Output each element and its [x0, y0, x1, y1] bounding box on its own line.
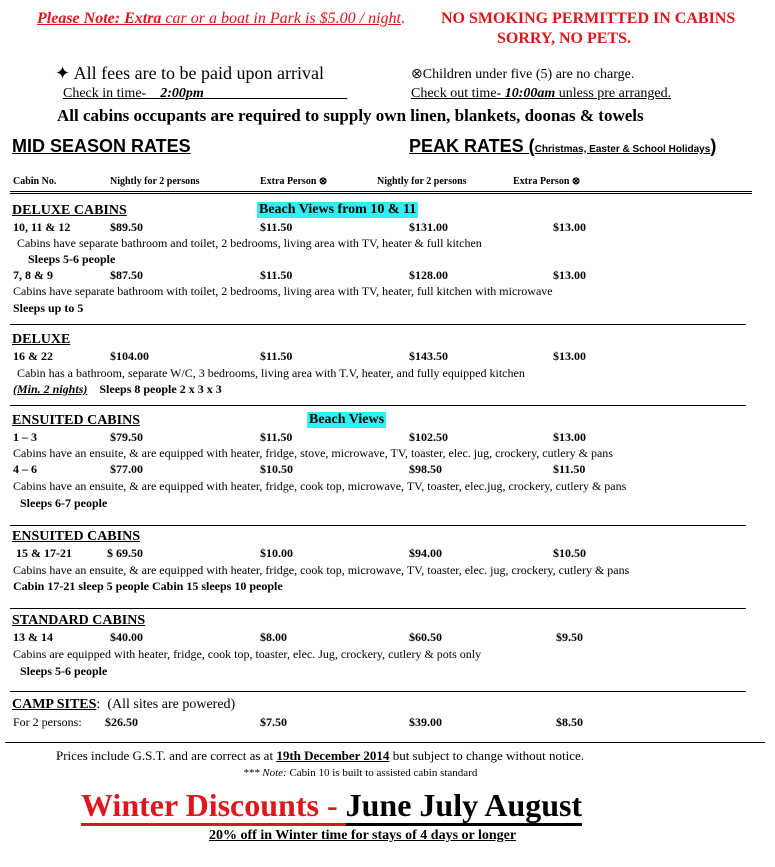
cabin-description: Cabins have an ensuite, & are equipped with heater, fridge, cook top, microwave, TV, toaster, elec. jug, crockery, cutlery & pans: [13, 563, 630, 577]
rate-mid: $104.00: [110, 349, 149, 363]
children-note: [411, 66, 634, 83]
cabin-description: Cabins have separate bathroom and toilet, 2 bedrooms, living area with TV, heater & full kitchen: [17, 236, 482, 250]
cabin-description: Cabins are equipped with heater, fridge, cook top, toaster, elec. Jug, crockery, cutlery & pots only: [13, 647, 482, 661]
checkin-time: [63, 86, 347, 102]
note-label: *** Note:: [243, 767, 287, 779]
extra-peak: $11.50: [553, 462, 586, 476]
cabin-description: Cabins have an ensuite, & are equipped with heater, fridge, cook top, microwave, TV, toaster, elec.jug, crockery, cutlery & pans: [13, 479, 627, 493]
cabin-no: 4 – 6: [13, 462, 37, 476]
section-divider: [10, 405, 746, 406]
rate-mid: $26.50: [105, 715, 138, 729]
col-nightly-mid: Nightly for 2 persons: [110, 176, 200, 187]
sleeps-note: Sleeps 6-7 people: [20, 496, 108, 510]
peak-close: ): [710, 136, 717, 156]
extra-mid: $8.00: [260, 630, 287, 644]
prices-a: Prices include G.S.T. and are correct as at: [56, 748, 277, 763]
notice-no-smoking: NO SMOKING PERMITTED IN CABINS: [441, 10, 736, 27]
col-extra-peak: Extra Person ⊗: [513, 176, 581, 187]
rate-peak: $60.50: [409, 630, 442, 644]
extra-mid: $10.50: [260, 462, 293, 476]
section-title-deluxe-cabins: DELUXE CABINS: [12, 203, 127, 218]
extra-peak: $13.00: [553, 220, 586, 234]
cabin-no: 7, 8 & 9: [13, 268, 53, 282]
rate-mid: $ 69.50: [107, 546, 143, 560]
winter-discount-detail: 20% off in Winter time for stays of 4 days or longer: [209, 828, 517, 843]
extra-mid: $11.50: [260, 349, 293, 363]
rate-mid: $89.50: [110, 220, 143, 234]
col-cabin-no: Cabin No.: [13, 176, 57, 187]
notice-no-pets: SORRY, NO PETS.: [497, 30, 631, 47]
header-rule: [10, 191, 752, 194]
extra-peak: $9.50: [556, 630, 583, 644]
sleeps-note: Cabin 17-21 sleep 5 people Cabin 15 sleeps 10 people: [13, 579, 283, 593]
peak-note: Christmas, Easter & School Holidays: [534, 144, 711, 155]
rate-peak: $143.50: [409, 349, 448, 363]
rate-peak: $98.50: [409, 462, 442, 476]
checkin-value: 2:00pm: [160, 86, 204, 101]
extra-mid: $11.50: [260, 220, 293, 234]
min-nights-row: [13, 382, 222, 397]
section-divider: [10, 691, 746, 692]
star-icon: ✦: [55, 63, 71, 83]
mid-season-heading: MID SEASON RATES: [12, 136, 191, 156]
section-title-camp: CAMP SITES: [12, 697, 97, 712]
sleeps-note: Sleeps up to 5: [13, 301, 84, 315]
checkin-label: Check in time-: [63, 86, 147, 101]
cabin-no: 1 – 3: [13, 430, 37, 444]
prices-date: 19th December 2014: [276, 748, 390, 763]
checkout-time: [411, 86, 671, 102]
extra-label: Please Note: Extra: [37, 10, 162, 27]
extra-mid: $7.50: [260, 715, 287, 729]
rate-mid: $40.00: [110, 630, 143, 644]
cabin-no: 10, 11 & 12: [13, 220, 71, 234]
peak-heading: [409, 136, 716, 157]
fees-arrival-text: All fees are to be paid upon arrival: [73, 63, 325, 83]
col-extra-mid: Extra Person ⊗: [260, 176, 328, 187]
extra-peak: $13.00: [553, 430, 586, 444]
winter-months: June July August: [346, 787, 583, 826]
rate-mid: $87.50: [110, 268, 143, 282]
section-divider: [10, 608, 746, 609]
checkout-value: 10:00am: [504, 86, 556, 101]
rate-peak: $94.00: [409, 546, 442, 560]
note-text: Cabin 10 is built to assisted cabin standard: [286, 767, 478, 779]
extra-mid: $11.50: [260, 430, 293, 444]
prices-b: but subject to change without notice.: [389, 748, 585, 763]
checkout-label: Check out time-: [411, 86, 502, 101]
winter-discounts: [81, 785, 582, 825]
cabin-no: 13 & 14: [13, 630, 53, 644]
cabin-description: Cabins have separate bathroom with toilet, 2 bedrooms, living area with TV, heater, full kitchen with microwave: [13, 284, 553, 298]
sleeps-note: Sleeps 8 people 2 x 3 x 3: [99, 382, 222, 396]
rate-mid: $77.00: [110, 462, 143, 476]
camp-sites-heading: [12, 697, 235, 713]
period: .: [400, 10, 405, 27]
cabin-no: 15 & 17-21: [16, 546, 72, 560]
rate-peak: $131.00: [409, 220, 448, 234]
camp-note: (All sites are powered): [107, 697, 236, 712]
assisted-note: [243, 767, 477, 779]
footer-divider: [5, 742, 765, 743]
peak-title: PEAK RATES (: [409, 136, 535, 156]
section-divider: [10, 324, 746, 325]
extra-peak: $13.00: [553, 268, 586, 282]
rate-peak: $128.00: [409, 268, 448, 282]
col-nightly-peak: Nightly for 2 persons: [377, 176, 467, 187]
section-divider: [10, 525, 746, 526]
cabin-no: 16 & 22: [13, 349, 53, 363]
sleeps-note: Sleeps 5-6 people: [28, 252, 116, 266]
prices-note: [56, 748, 584, 764]
cabin-description: Cabins have an ensuite, & are equipped with heater, fridge, stove, microwave, TV, toaster, elec. jug, crockery, cutlery & pans: [13, 446, 613, 460]
extra-peak: $10.50: [553, 546, 586, 560]
sleeps-note: Sleeps 5-6 people: [20, 664, 108, 678]
section-title-ensuited-2: ENSUITED CABINS: [12, 529, 140, 544]
section-title-deluxe: DELUXE: [12, 332, 71, 347]
notice-extra-vehicle: [37, 10, 405, 28]
beach-views-badge: Beach Views from 10 & 11: [259, 202, 417, 217]
camp-persons-label: For 2 persons:: [13, 715, 82, 729]
camp-colon: :: [96, 697, 101, 712]
beach-views-badge: Beach Views: [309, 412, 385, 427]
section-title-ensuited: ENSUITED CABINS: [12, 413, 140, 428]
extra-mid: $11.50: [260, 268, 293, 282]
checkout-rest: unless pre arranged.: [555, 86, 672, 101]
rate-peak: $39.00: [409, 715, 442, 729]
rate-peak: $102.50: [409, 430, 448, 444]
extra-peak: $8.50: [556, 715, 583, 729]
extra-rest: car or a boat in Park is $5.00 / night: [161, 10, 401, 27]
winter-label: Winter Discounts -: [81, 787, 346, 826]
extra-peak: $13.00: [553, 349, 586, 363]
children-text: Children under five (5) are no charge.: [422, 67, 635, 82]
section-title-standard: STANDARD CABINS: [12, 613, 146, 628]
fees-arrival: [55, 63, 324, 84]
no-charge-icon: ⊗: [411, 67, 423, 82]
cabin-description: Cabin has a bathroom, separate W/C, 3 bedrooms, living area with T.V, heater, and fully equipped kitchen: [17, 366, 525, 380]
rate-mid: $79.50: [110, 430, 143, 444]
extra-mid: $10.00: [260, 546, 293, 560]
linen-notice: All cabins occupants are required to supply own linen, blankets, doonas & towels: [57, 106, 644, 125]
min-nights: (Min. 2 nights): [13, 382, 88, 396]
